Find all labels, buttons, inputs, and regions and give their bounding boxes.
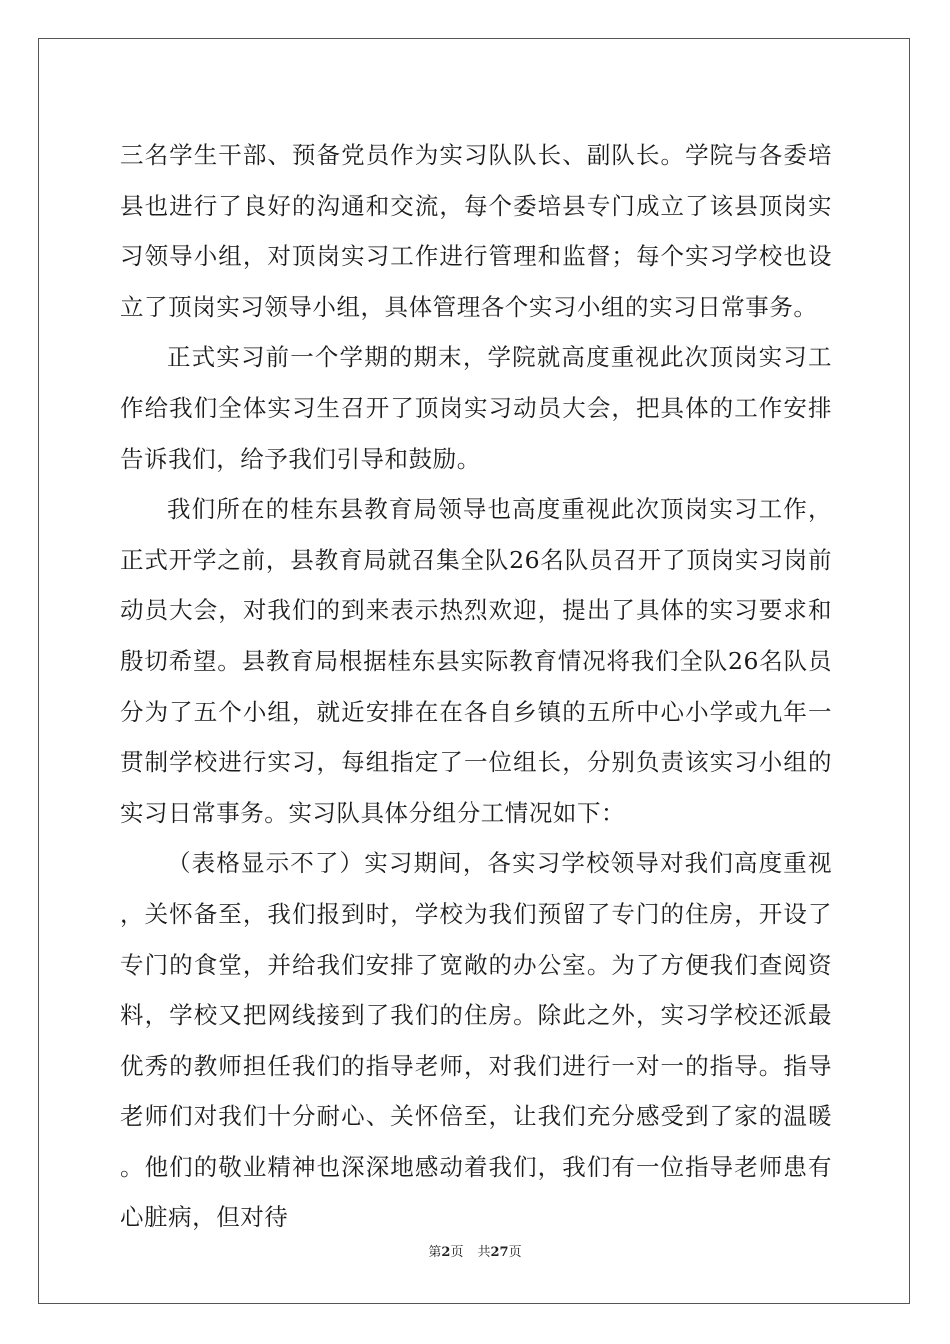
paragraph-2: 正式实习前一个学期的期末，学院就高度重视此次顶岗实习工作给我们全体实习生召开了顶岗实习动员大会，把具体的工作安排告诉我们，给予我们引导和鼓励。 bbox=[120, 343, 832, 473]
footer-prefix: 第 bbox=[428, 1245, 442, 1260]
total-page-count: 27 bbox=[490, 1245, 509, 1260]
paragraph-1: 三名学生干部、预备党员作为实习队队长、副队长。学院与各委培县也进行了良好的沟通和交流，每个委培县专门成立了该县顶岗实习领导小组，对顶岗实习工作进行管理和监督；每个实习学校也设立了顶岗实习领导小组，具体管理各个实习小组的实习日常事务。 bbox=[120, 141, 832, 321]
footer-page-unit: 页 bbox=[450, 1245, 464, 1260]
page-footer bbox=[0, 1244, 950, 1262]
current-page-number: 2 bbox=[441, 1245, 451, 1260]
footer-total-unit: 页 bbox=[508, 1245, 522, 1260]
paragraph-3: 我们所在的桂东县教育局领导也高度重视此次顶岗实习工作，正式开学之前，县教育局就召集全队26名队员召开了顶岗实习岗前动员大会，对我们的到来表示热烈欢迎，提出了具体的实习要求和殷切希望。县教育局根据桂东县实际教育情况将我们全队26名队员分为了五个小组，就近安排在在各自乡镇的五所中心小学或九年一贯制学校进行实习，每组指定了一位组长，分别负责该实习小组的实习日常事务。实习队具体分组分工情况如下： bbox=[120, 495, 832, 827]
document-body bbox=[120, 130, 832, 1243]
footer-total-prefix: 共 bbox=[477, 1245, 491, 1260]
paragraph-4: （表格显示不了）实习期间，各实习学校领导对我们高度重视，关怀备至，我们报到时，学校为我们预留了专门的住房，开设了专门的食堂，并给我们安排了宽敞的办公室。为了方便我们查阅资料，学校又把网线接到了我们的住房。除此之外，实习学校还派最优秀的教师担任我们的指导老师，对我们进行一对一的指导。指导老师们对我们十分耐心、关怀倍至，让我们充分感受到了家的温暖。他们的敬业精神也深深地感动着我们，我们有一位指导老师患有心脏病，但对待 bbox=[120, 849, 832, 1232]
